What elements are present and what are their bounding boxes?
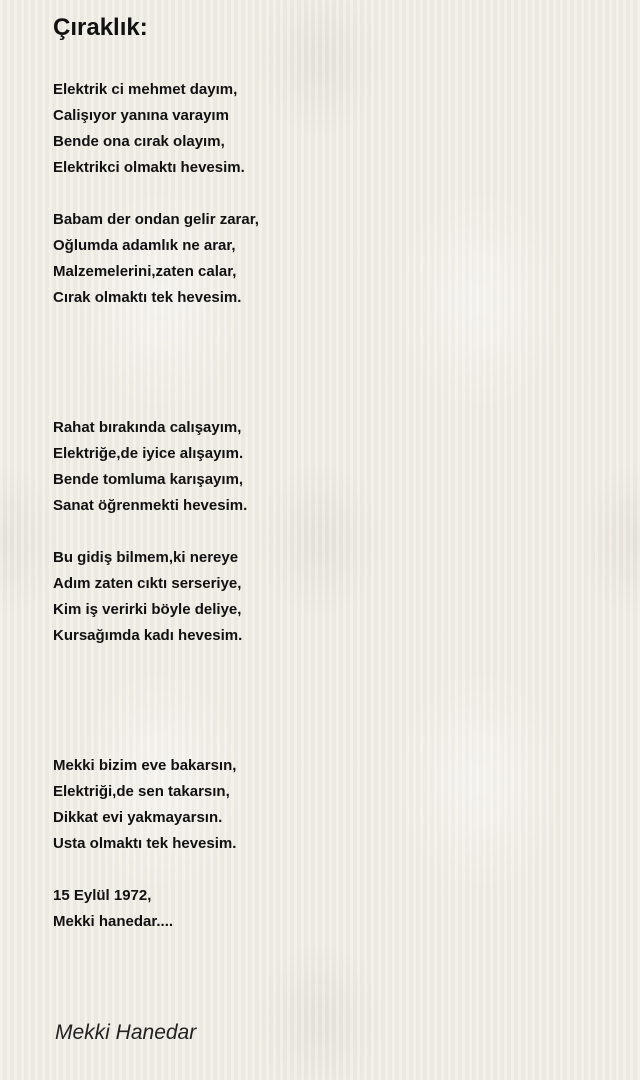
poem-line: Kim iş verirki böyle deliye, — [53, 601, 242, 618]
poem-line: Dikkat evi yakmayarsın. — [53, 809, 223, 826]
stanza-3 — [53, 415, 613, 519]
stanza-2 — [53, 207, 613, 311]
poem-line: Elektrikci olmaktı hevesim. — [53, 159, 245, 176]
poem-line: Bende ona cırak olayım, — [53, 133, 225, 150]
poem-line: Rahat bırakında calışayım, — [53, 419, 242, 436]
poem-line: Elektrik ci mehmet dayım, — [53, 81, 238, 98]
stanza-gap — [53, 649, 613, 753]
poem-line: Babam der ondan gelir zarar, — [53, 211, 259, 228]
stanza-gap — [53, 181, 613, 207]
stanza-gap — [53, 519, 613, 545]
poem-line: Malzemelerini,zaten calar, — [53, 263, 237, 280]
poem-signoff: Mekki hanedar.... — [53, 913, 174, 930]
poem-line: Elektriği,de sen takarsın, — [53, 783, 230, 800]
stanza-4 — [53, 545, 613, 649]
poem-line: Adım zaten cıktı serseriye, — [53, 575, 242, 592]
poem-body — [53, 77, 613, 935]
poem-date: 15 Eylül 1972, — [53, 887, 152, 904]
poem-line: Usta olmaktı tek hevesim. — [53, 835, 237, 852]
stanza-5 — [53, 753, 613, 857]
stanza-gap — [53, 311, 613, 415]
date-signature — [53, 883, 613, 935]
poem-title: Çıraklık: — [53, 14, 148, 41]
poem-line: Bu gidiş bilmem,ki nereye — [53, 549, 239, 566]
poem-line: Cırak olmaktı tek hevesim. — [53, 289, 242, 306]
poem-line: Elektriğe,de iyice alışayım. — [53, 445, 244, 462]
author-name: Mekki Hanedar — [55, 1021, 197, 1044]
stanza-1 — [53, 77, 613, 181]
poem-line: Kursağımda kadı hevesim. — [53, 627, 243, 644]
poem-line: Bende tomluma karışayım, — [53, 471, 244, 488]
poem-line: Mekki bizim eve bakarsın, — [53, 757, 237, 774]
poem-line: Oğlumda adamlık ne arar, — [53, 237, 236, 254]
stanza-gap — [53, 857, 613, 883]
poem-line: Calişıyor yanına varayım — [53, 107, 229, 124]
poem-line: Sanat öğrenmekti hevesim. — [53, 497, 248, 514]
